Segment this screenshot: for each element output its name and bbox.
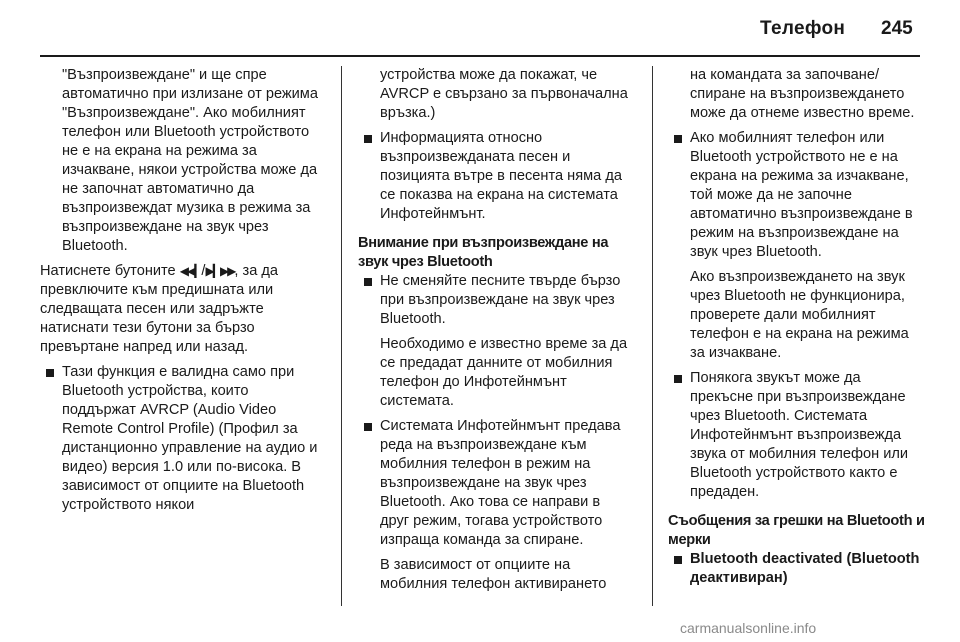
bullet-marker [674, 556, 682, 564]
page-number: 245 [881, 18, 913, 39]
bullet-marker [46, 369, 54, 377]
column-2 [358, 66, 628, 600]
continued-paragraph: на командата за започване/ спиране на възпроизвеждането може да отнеме известно време. [690, 67, 915, 121]
section-heading: Съобщения за грешки на Bluetooth и мерки [668, 513, 925, 548]
bullet-marker [364, 135, 372, 143]
list-item [358, 417, 628, 550]
page-header [0, 0, 960, 56]
paragraph-text: Натиснете бутоните [40, 263, 176, 279]
list-item-text: Ако мобилният телефон или Bluetooth устройството не е на екрана на режима за изчакване, той може да не започне автоматично възпроизвеждане в режим на възпроизвеждане на звук чрез Bluetooth. [690, 130, 913, 260]
list-item [668, 550, 926, 588]
bullet-marker [364, 278, 372, 286]
list-item-text: Информацията относно възпроизвежданата песен и позицията вътре в песента няма да се показва на екрана на системата Инфотейнмънт. [380, 130, 622, 222]
skip-previous-icon: ◀◀▎ [179, 264, 202, 278]
skip-next-icon: ▶▎▶▶ [205, 264, 235, 278]
list-item-text: Не сменяйте песните твърде бързо при възпроизвеждане на звук чрез Bluetooth. [380, 273, 621, 327]
list-item-detail: В зависимост от опциите на мобилния телефон активирането [380, 557, 607, 592]
bullet-marker [674, 135, 682, 143]
page-title: Телефон [760, 18, 846, 39]
column-divider [652, 66, 653, 606]
column-3 [668, 66, 926, 594]
bullet-marker [674, 375, 682, 383]
paragraph-buttons [40, 262, 326, 357]
watermark: carmanualsonline.info [680, 620, 817, 636]
continued-paragraph: устройства може да покажат, че AVRCP е свързано за първоначална връзка.) [380, 67, 628, 121]
column-1 [40, 66, 326, 521]
list-item-text: Понякога звукът може да прекъсне при възпроизвеждане чрез Bluetooth. Системата Инфотейнмънт възпроизвежда звука от мобилния телефон или Bluetooth устройството както е предаден. [690, 370, 909, 500]
column-divider [341, 66, 342, 606]
list-item [358, 129, 628, 224]
paragraph-text: , за да превключите към предишната или следващата песен или задръжте натиснати тези бутони за бързо превъртане напред или назад. [40, 263, 279, 355]
bullet-marker [364, 423, 372, 431]
section-heading: Внимание при възпроизвеждане на звук чрез Bluetooth [358, 235, 609, 270]
list-item-text: Системата Инфотейнмънт предава реда на възпроизвеждане към мобилния телефон в режим на възпроизвеждане на звук чрез Bluetooth. Ако това се направи в друг режим, тогава устройството изпраща команда за спиране. [380, 418, 621, 548]
list-item [40, 363, 326, 515]
list-item [358, 272, 628, 329]
separator: / [201, 263, 206, 279]
header-rule [40, 55, 920, 57]
list-item-text: Тази функция е валидна само при Bluetooth устройства, които поддържат AVRCP (Audio Video Remote Control Profile) (Профил за дистанционно управление на аудио и видео) версия 1.0 или по-висока. В зависимост от опциите на Bluetooth устройството някои [62, 364, 318, 513]
list-item [668, 129, 926, 262]
list-item-text: Bluetooth deactivated (Bluetooth деактивиран) [690, 551, 920, 586]
list-item-detail: Необходимо е известно време за да се предадат данните от мобилния телефон до Инфотейнмънт системата. [380, 336, 628, 409]
list-item-detail: Ако възпроизвеждането на звук чрез Bluetooth не функционира, проверете дали мобилният телефон е на екрана на режима за изчакване. [690, 269, 909, 361]
continued-paragraph: "Възпроизвеждане" и ще спре автоматично при излизане от режима "Възпроизвеждане". Ако мобилният телефон или Bluetooth устройството не е на екрана на режима за изчакване, някои устройства може да не започнат автоматично да възпроизвеждат музика в режима за възпроизвеждане на звук чрез Bluetooth. [62, 67, 318, 254]
list-item [668, 369, 926, 502]
